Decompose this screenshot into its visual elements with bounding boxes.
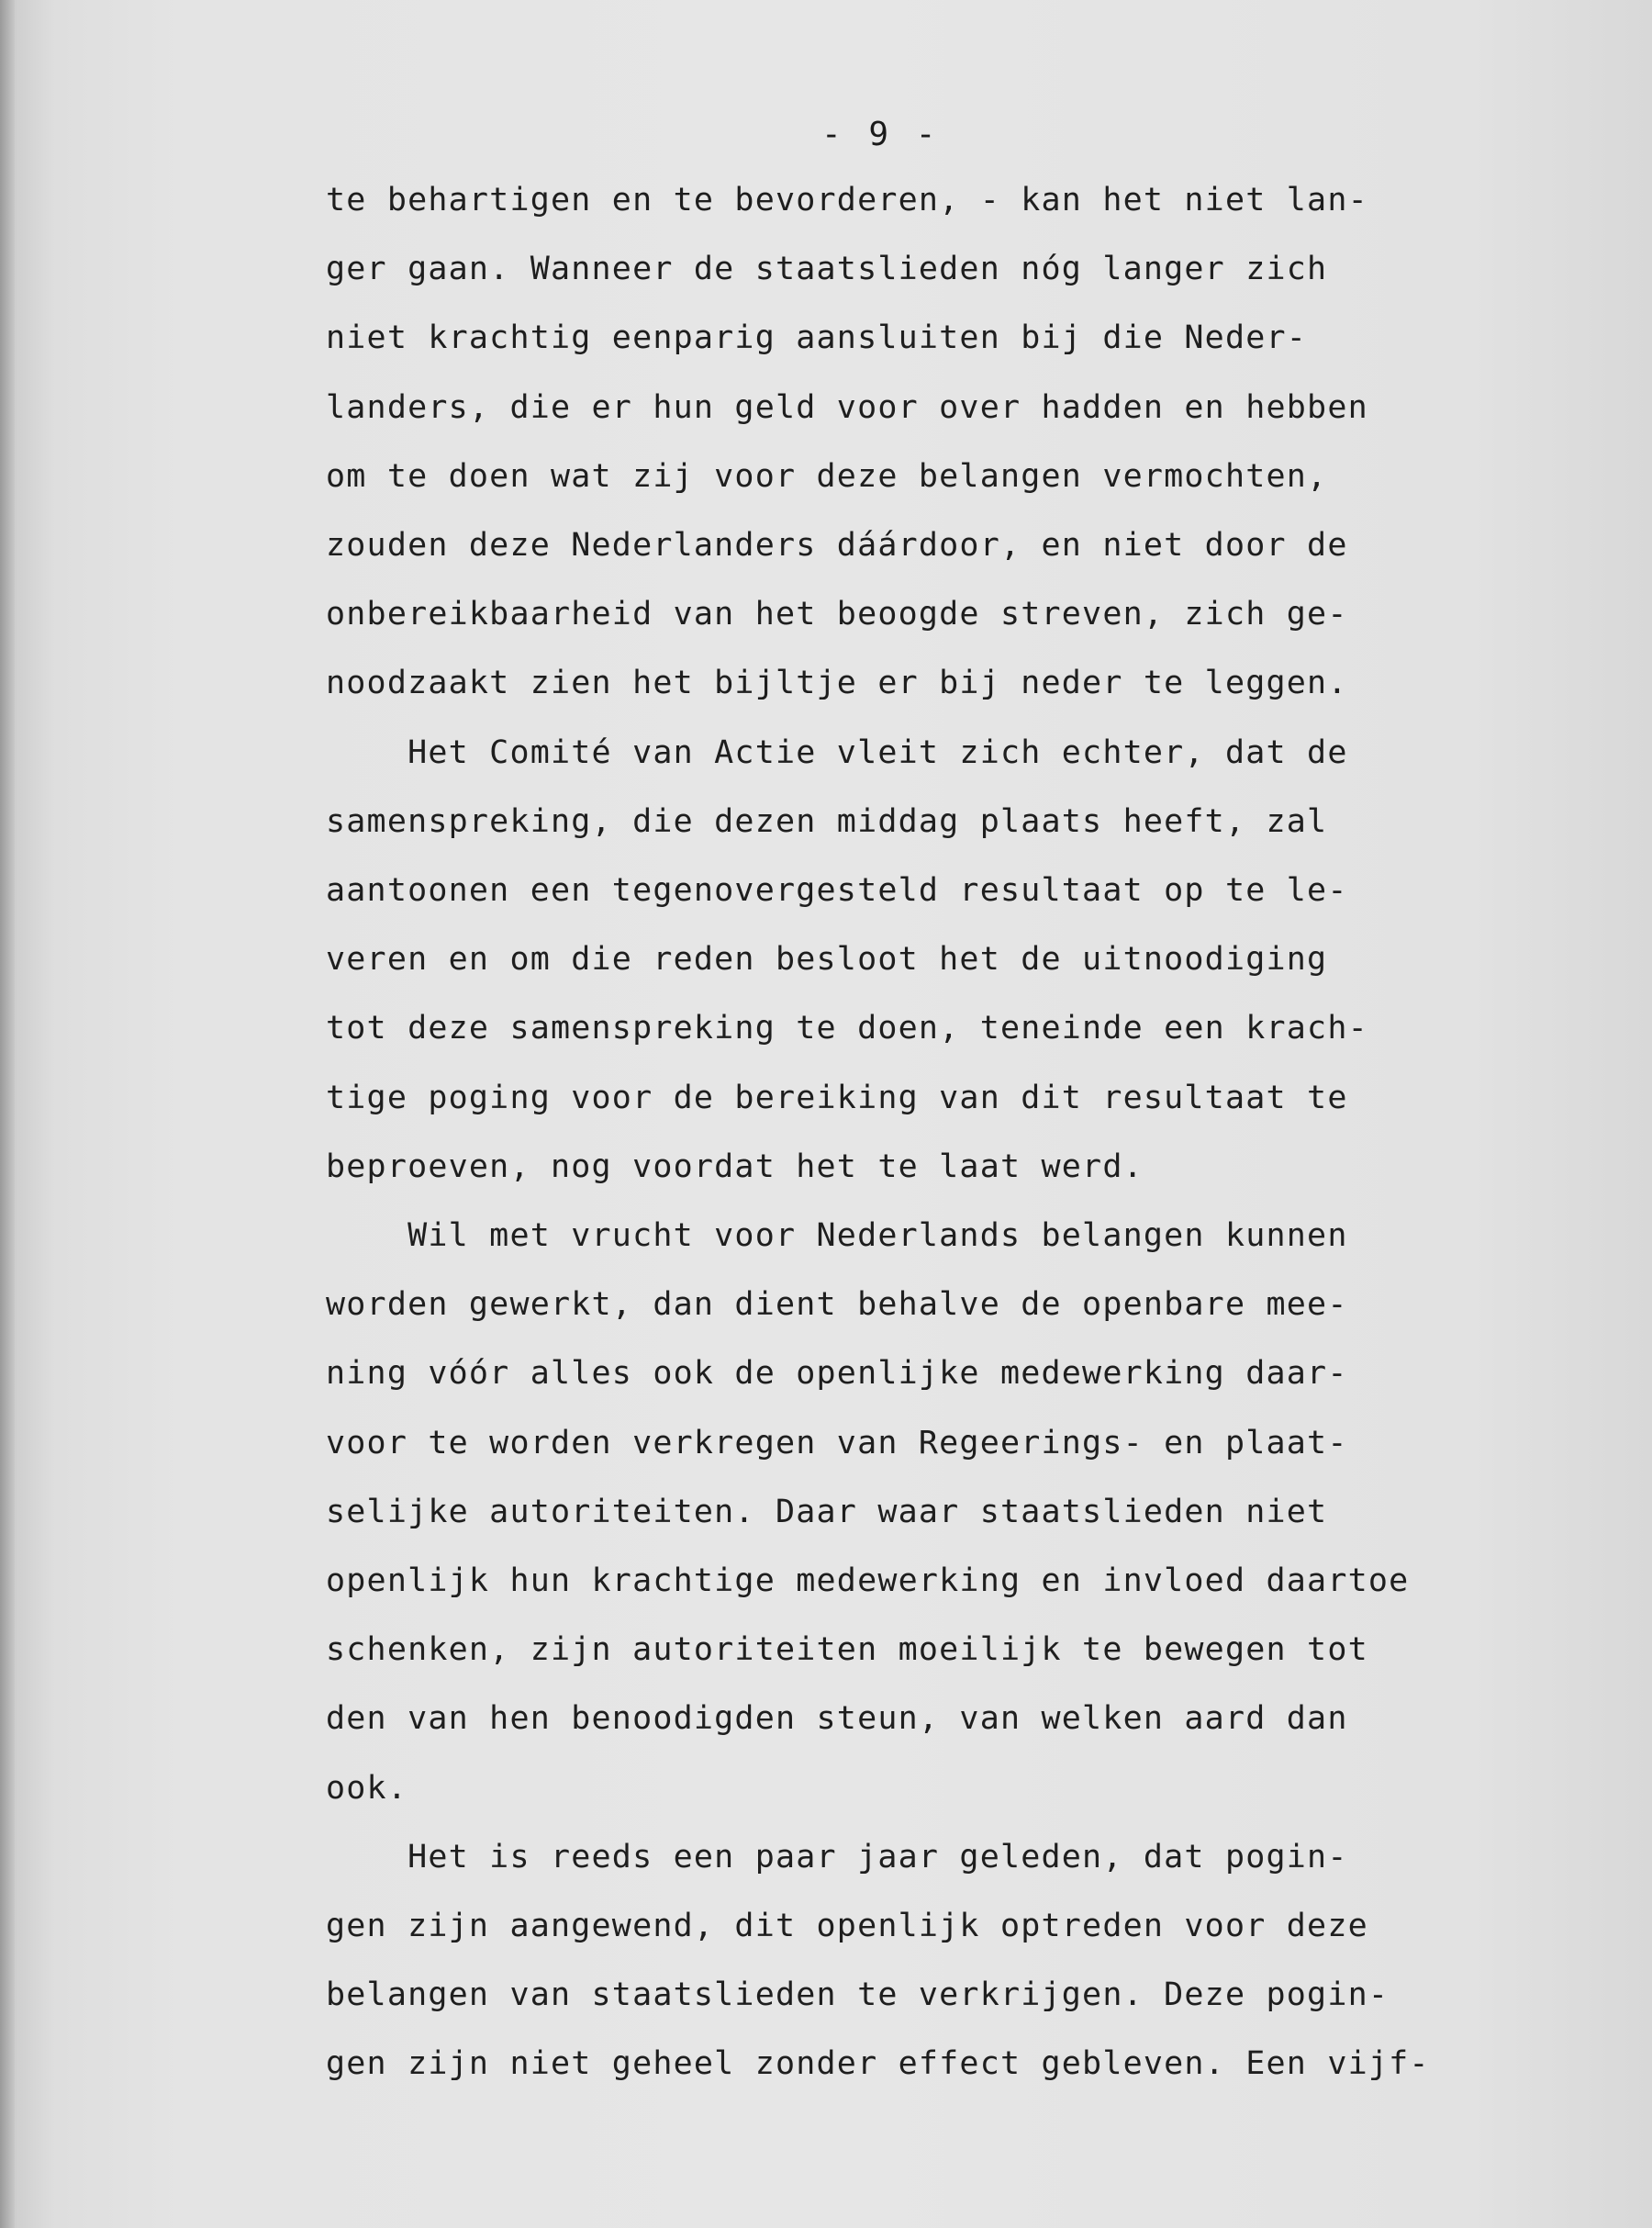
text-line: belangen van staatslieden te verkrijgen. Deze pogin-: [326, 1976, 1390, 2013]
text-line: beproeven, nog voordat het te laat werd.: [326, 1148, 1144, 1185]
text-line: gen zijn aangewend, dit openlijk optreden voor deze: [326, 1908, 1368, 1944]
text-line: Wil met vrucht voor Nederlands belangen kunnen: [326, 1217, 1348, 1254]
text-line: gen zijn niet geheel zonder effect gebleven. Een vijf-: [326, 2045, 1430, 2082]
text-line: ger gaan. Wanneer de staatslieden nóg langer zich: [326, 251, 1328, 287]
text-line: om te doen wat zij voor deze belangen vermochten,: [326, 458, 1328, 495]
text-line: Het Comité van Actie vleit zich echter, dat de: [326, 734, 1348, 771]
text-line: landers, die er hun geld voor over hadden en hebben: [326, 389, 1368, 426]
text-line: openlijk hun krachtige medewerking en invloed daartoe: [326, 1562, 1410, 1599]
text-line: tot deze samenspreking te doen, teneinde een krach-: [326, 1010, 1368, 1047]
text-line: zouden deze Nederlanders dáárdoor, en niet door de: [326, 527, 1348, 564]
page-number: - 9 -: [821, 116, 940, 153]
text-line: te behartigen en te bevorderen, - kan het niet lan-: [326, 182, 1368, 218]
text-line: tige poging voor de bereiking van dit resultaat te: [326, 1080, 1348, 1116]
text-line: Het is reeds een paar jaar geleden, dat pogin-: [326, 1839, 1348, 1875]
text-line: onbereikbaarheid van het beoogde streven, zich ge-: [326, 596, 1348, 633]
text-line: den van hen benoodigden steun, van welken aard dan: [326, 1700, 1348, 1737]
text-line: schenken, zijn autoriteiten moeilijk te bewegen tot: [326, 1631, 1368, 1668]
text-line: veren en om die reden besloot het de uitnoodiging: [326, 941, 1328, 978]
text-line: noodzaakt zien het bijltje er bij neder te leggen.: [326, 665, 1348, 701]
text-line: samenspreking, die dezen middag plaats heeft, zal: [326, 803, 1328, 840]
text-line: worden gewerkt, dan dient behalve de openbare mee-: [326, 1286, 1348, 1323]
text-line: niet krachtig eenparig aansluiten bij die Neder-: [326, 319, 1308, 356]
text-line: voor te worden verkregen van Regeerings- en plaat-: [326, 1425, 1348, 1461]
scan-edge-shadow: [0, 0, 15, 2228]
text-line: ook.: [326, 1770, 408, 1807]
text-line: aantoonen een tegenovergesteld resultaat op te le-: [326, 872, 1348, 909]
text-line: selijke autoriteiten. Daar waar staatslieden niet: [326, 1494, 1328, 1530]
text-line: ning vóór alles ook de openlijke medewerking daar-: [326, 1355, 1348, 1392]
